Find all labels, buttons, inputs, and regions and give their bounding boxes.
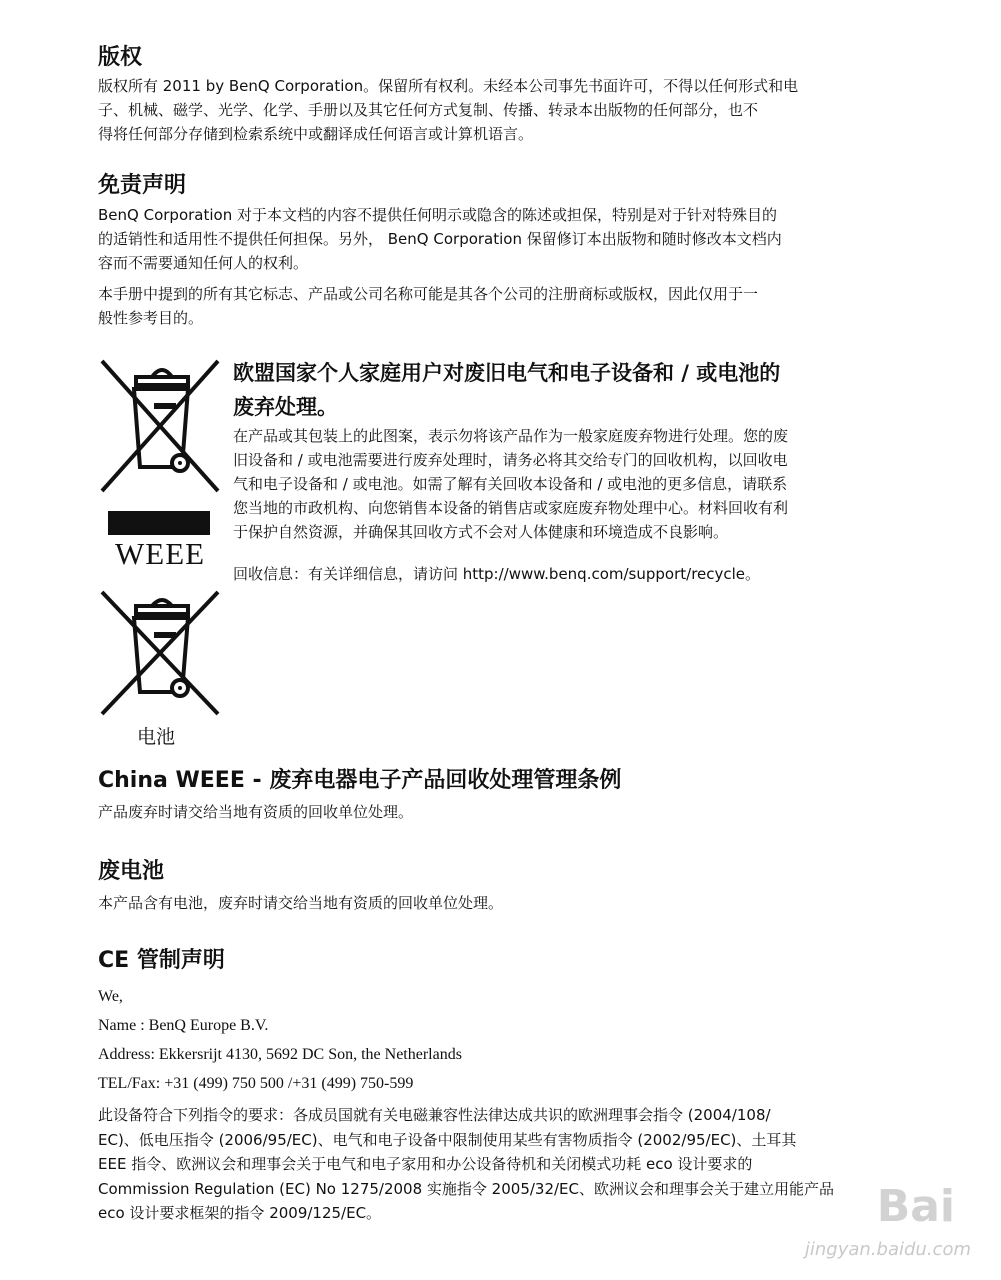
battery-crossed-bin-icon (98, 588, 223, 718)
weee-black-bar (108, 511, 210, 535)
ce-compliance-line: EEE 指令、欧洲议会和理事会关于电气和电子家用和办公设备待机和关闭模式功耗 eco 设计要求的 (98, 1155, 753, 1173)
ce-name: Name : BenQ Europe B.V. (98, 1017, 269, 1034)
disclaimer-line: 般性参考目的。 (98, 309, 204, 327)
eu-weee-heading-line: 欧盟国家个人家庭用户对废旧电气和电子设备和 / 或电池的 (233, 361, 781, 385)
ce-heading: CE 管制声明 (98, 948, 225, 973)
battery-label: 电池 (137, 726, 176, 748)
recycle-info: 回收信息：有关详细信息，请访问 http://www.benq.com/support/recycle。 (233, 565, 761, 583)
china-weee-text: 产品废弃时请交给当地有资质的回收单位处理。 (98, 803, 414, 821)
eu-weee-line: 在产品或其包装上的此图案，表示勿将该产品作为一般家庭废弃物进行处理。您的废 (233, 427, 789, 445)
weee-crossed-bin-icon (98, 355, 223, 495)
waste-battery-text: 本产品含有电池，废弃时请交给当地有资质的回收单位处理。 (98, 894, 504, 912)
ce-compliance-text (98, 1103, 928, 1226)
eu-weee-heading-line: 废弃处理。 (233, 395, 338, 419)
watermark-logo: Bai (876, 1181, 955, 1232)
disclaimer-paragraph-1 (98, 203, 928, 275)
waste-battery-heading: 废电池 (98, 859, 165, 884)
ce-compliance-line: EC)、低电压指令 (2006/95/EC)、电气和电子设备中限制使用某些有害物质指令 (2002/95/EC)、土耳其 (98, 1130, 797, 1149)
eu-weee-line: 于保护自然资源，并确保其回收方式不会对人体健康和环境造成不良影响。 (233, 523, 729, 541)
eu-weee-line: 旧设备和 / 或电池需要进行废弃处理时，请务必将其交给专门的回收机构，以回收电 (233, 451, 788, 469)
disclaimer-line: 本手册中提到的所有其它标志、产品或公司名称可能是其各个公司的注册商标或版权，因此仅用于一 (98, 285, 759, 303)
disclaimer-line: BenQ Corporation 对于本文档的内容不提供任何明示或隐含的陈述或担保，特别是对于针对特殊目的 (98, 206, 777, 224)
copyright-line: 版权所有 2011 by BenQ Corporation。保留所有权利。未经本公司事先书面许可，不得以任何形式和电 (98, 77, 799, 95)
ce-we: We, (98, 988, 123, 1005)
eu-weee-heading (233, 356, 933, 424)
copyright-heading: 版权 (98, 45, 143, 70)
eu-weee-line: 您当地的市政机构、向您销售本设备的销售店或家庭废弃物处理中心。材料回收有利 (233, 499, 789, 517)
copyright-text (98, 74, 928, 146)
weee-label: WEEE (115, 536, 206, 571)
watermark-text: jingyan.baidu.com (804, 1239, 971, 1260)
eu-weee-body (233, 424, 933, 544)
disclaimer-line: 容而不需要通知任何人的权利。 (98, 254, 309, 272)
disclaimer-heading: 免责声明 (98, 173, 187, 198)
copyright-line: 子、机械、磁学、光学、化学、手册以及其它任何方式复制、传播、转录本出版物的任何部分，也不 (98, 101, 759, 119)
ce-compliance-line: Commission Regulation (EC) No 1275/2008 实施指令 2005/32/EC、欧洲议会和理事会关于建立用能产品 (98, 1179, 835, 1198)
disclaimer-line: 的适销性和适用性不提供任何担保。另外， BenQ Corporation 保留修订本出版物和随时修改本文档内 (98, 230, 782, 248)
ce-compliance-line: eco 设计要求框架的指令 2009/125/EC。 (98, 1204, 382, 1222)
ce-compliance-line: 此设备符合下列指令的要求：各成员国就有关电磁兼容性法律达成共识的欧洲理事会指令 (2004/108/ (98, 1106, 771, 1124)
ce-tel-fax: TEL/Fax: +31 (499) 750 500 /+31 (499) 750-599 (98, 1075, 414, 1092)
disclaimer-paragraph-2 (98, 282, 928, 330)
china-weee-heading: China WEEE - 废弃电器电子产品回收处理管理条例 (98, 768, 622, 793)
copyright-line: 得将任何部分存储到检索系统中或翻译成任何语言或计算机语言。 (98, 125, 534, 143)
ce-address: Address: Ekkersrijt 4130, 5692 DC Son, the Netherlands (98, 1046, 462, 1063)
eu-weee-line: 气和电子设备和 / 或电池。如需了解有关回收本设备和 / 或电池的更多信息，请联系 (233, 475, 788, 493)
